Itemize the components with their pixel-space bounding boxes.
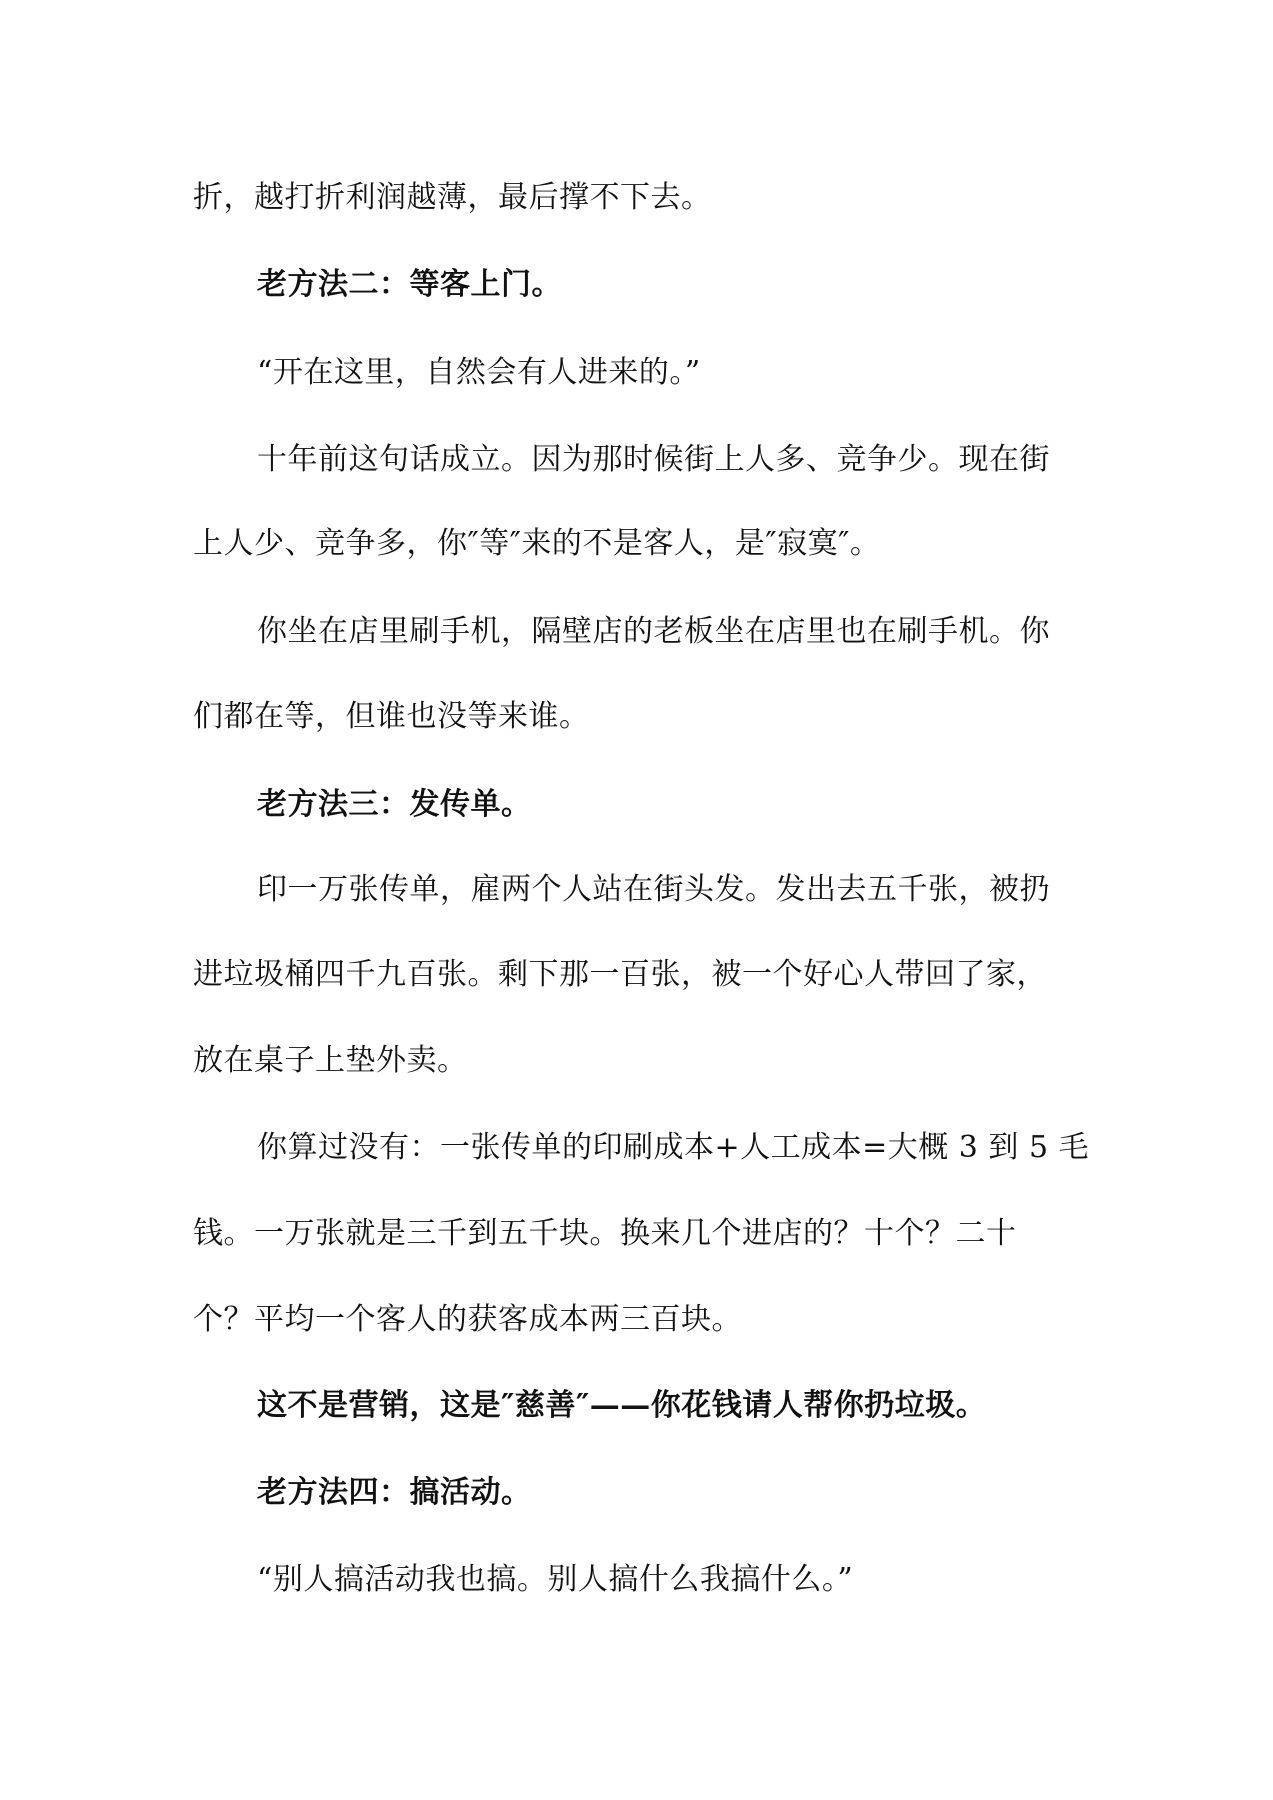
emphasis-line: 这不是营销，这是″慈善″——你花钱请人帮你扔垃圾。 (257, 1388, 987, 1423)
quote-line: “别人搞活动我也搞。别人搞什么我搞什么。” (257, 1562, 854, 1597)
body-text-line: 钱。一万张就是三千到五千块。换来几个进店的？十个？二十 (193, 1216, 1017, 1251)
body-text-line: 们都在等，但谁也没等来谁。 (193, 699, 590, 734)
section-heading-method-three: 老方法三：发传单。 (257, 787, 532, 822)
body-text-line: 进垃圾桶四千九百张。剩下那一百张，被一个好心人带回了家， (193, 957, 1047, 992)
body-text-line: 印一万张传单，雇两个人站在街头发。发出去五千张，被扔 (257, 872, 1050, 907)
body-text-line: 个？平均一个客人的获客成本两三百块。 (193, 1302, 742, 1337)
body-text-line: 上人少、竞争多，你″等″来的不是客人，是″寂寞″。 (193, 526, 881, 561)
body-text-line: 折，越打折利润越薄，最后撑不下去。 (193, 180, 712, 215)
body-text-line: 十年前这句话成立。因为那时候街上人多、竞争少。现在街 (257, 442, 1050, 477)
section-heading-method-two: 老方法二：等客上门。 (257, 267, 562, 302)
body-text-line: 你算过没有：一张传单的印刷成本+人工成本=大概 3 到 5 毛 (257, 1130, 1090, 1165)
quote-line: “开在这里，自然会有人进来的。” (257, 355, 701, 390)
body-text-line: 放在桌子上垫外卖。 (193, 1043, 468, 1078)
section-heading-method-four: 老方法四：搞活动。 (257, 1475, 532, 1510)
body-text-line: 你坐在店里刷手机，隔壁店的老板坐在店里也在刷手机。你 (257, 614, 1050, 649)
